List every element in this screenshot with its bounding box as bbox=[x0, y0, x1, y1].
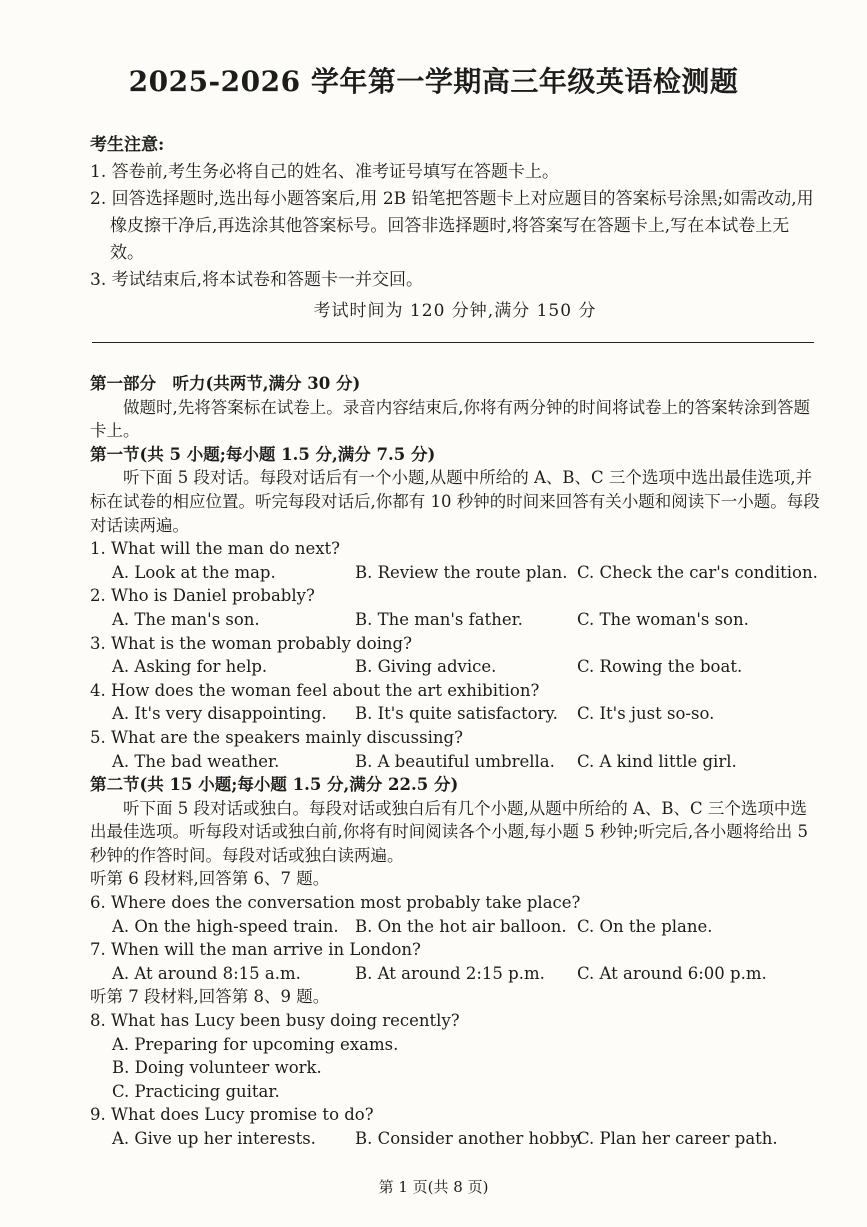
option-c: C. A kind little girl. bbox=[577, 751, 737, 771]
notice-item: 3. 考试结束后,将本试卷和答题卡一并交回。 bbox=[90, 270, 424, 290]
notice-item: 1. 答卷前,考生务必将自己的姓名、准考证号填写在答题卡上。 bbox=[90, 162, 560, 182]
listening-section bbox=[90, 372, 820, 1151]
option-a: A. The man's son. bbox=[112, 609, 260, 629]
exam-notice bbox=[90, 132, 820, 325]
question-1-options bbox=[90, 561, 820, 585]
question-6: 6. Where does the conversation most probably take place? bbox=[90, 893, 581, 913]
question-8: 8. What has Lucy been busy doing recently? bbox=[90, 1011, 460, 1031]
question-7: 7. When will the man arrive in London? bbox=[90, 940, 421, 960]
divider-line bbox=[92, 342, 814, 343]
question-6-options bbox=[90, 915, 820, 939]
option-c: C. Rowing the boat. bbox=[577, 657, 743, 677]
question-2-options bbox=[90, 608, 820, 632]
option-c: C. Check the car's condition. bbox=[577, 562, 818, 582]
option-b: B. Doing volunteer work. bbox=[112, 1058, 322, 1078]
question-3-options bbox=[90, 655, 820, 679]
section2-title: 第二节(共 15 小题;每小题 1.5 分,满分 22.5 分) bbox=[90, 775, 459, 795]
question-1: 1. What will the man do next? bbox=[90, 539, 341, 559]
question-7-options bbox=[90, 962, 820, 986]
exam-time: 考试时间为 120 分钟,满分 150 分 bbox=[313, 301, 597, 321]
option-a: A. At around 8:15 a.m. bbox=[112, 963, 301, 983]
page-title: 2025-2026 学年第一学期高三年级英语检测题 bbox=[128, 65, 739, 98]
option-a: A. The bad weather. bbox=[112, 751, 280, 771]
section2-intro: 听下面 5 段对话或独白。每段对话或独白后有几个小题,从题中所给的 A、B、C 三个选项中选出最佳选项。听每段对话或独白前,你将有时间阅读各个小题,每小题 5 秒钟;听完后,各小题将给出 5 秒钟的作答时间。每段对话或独白读两遍。 bbox=[90, 798, 809, 865]
page-number: 第 1 页(共 8 页) bbox=[378, 1178, 489, 1196]
option-c: C. Practicing guitar. bbox=[112, 1081, 280, 1101]
notice-item: 2. 回答选择题时,选出每小题答案后,用 2B 铅笔把答题卡上对应题目的答案标号涂黑;如需改动,用橡皮擦干净后,再选涂其他答案标号。回答非选择题时,将答案写在答题卡上,写在本试卷上无效。 bbox=[90, 189, 814, 263]
question-5-options bbox=[90, 750, 820, 774]
option-a: A. On the high-speed train. bbox=[112, 916, 339, 936]
question-4: 4. How does the woman feel about the art exhibition? bbox=[90, 680, 540, 700]
option-a: A. It's very disappointing. bbox=[112, 704, 327, 724]
part-title: 第一部分 听力(共两节,满分 30 分) bbox=[90, 374, 361, 393]
option-c: C. The woman's son. bbox=[577, 609, 749, 629]
option-a: A. Preparing for upcoming exams. bbox=[112, 1034, 399, 1054]
option-b: B. Review the route plan. bbox=[355, 562, 568, 582]
option-b: B. Consider another hobby. bbox=[355, 1129, 583, 1148]
option-c: C. Plan her career path. bbox=[577, 1129, 778, 1148]
material-7-instruction: 听第 7 段材料,回答第 8、9 题。 bbox=[90, 987, 330, 1007]
option-a: A. Look at the map. bbox=[112, 562, 276, 582]
question-4-options bbox=[90, 702, 820, 726]
question-9: 9. What does Lucy promise to do? bbox=[90, 1105, 374, 1125]
part-intro: 做题时,先将答案标在试卷上。录音内容结束后,你将有两分钟的时间将试卷上的答案转涂到答题卡上。 bbox=[90, 397, 810, 441]
question-5: 5. What are the speakers mainly discussing? bbox=[90, 727, 463, 747]
section1-intro: 听下面 5 段对话。每段对话后有一个小题,从题中所给的 A、B、C 三个选项中选出最佳选项,并标在试卷的相应位置。听完每段对话后,你都有 10 秒钟的时间来回答有关小题和阅读下一小题。每段对话读两遍。 bbox=[90, 468, 820, 535]
option-c: C. It's just so-so. bbox=[577, 704, 715, 724]
material-6-instruction: 听第 6 段材料,回答第 6、7 题。 bbox=[90, 869, 330, 889]
option-c: C. On the plane. bbox=[577, 916, 713, 936]
option-b: B. A beautiful umbrella. bbox=[355, 751, 555, 771]
notice-heading: 考生注意: bbox=[90, 135, 165, 155]
question-2: 2. Who is Daniel probably? bbox=[90, 586, 315, 606]
option-c: C. At around 6:00 p.m. bbox=[577, 963, 767, 983]
option-b: B. It's quite satisfactory. bbox=[355, 704, 558, 724]
option-b: B. On the hot air balloon. bbox=[355, 916, 567, 936]
option-b: B. Giving advice. bbox=[355, 657, 497, 677]
option-b: B. The man's father. bbox=[355, 609, 523, 629]
option-a: A. Asking for help. bbox=[112, 657, 268, 677]
question-9-options bbox=[90, 1127, 820, 1151]
option-a: A. Give up her interests. bbox=[112, 1129, 316, 1148]
section1-title: 第一节(共 5 小题;每小题 1.5 分,满分 7.5 分) bbox=[90, 444, 436, 464]
question-3: 3. What is the woman probably doing? bbox=[90, 633, 412, 653]
option-b: B. At around 2:15 p.m. bbox=[355, 963, 545, 983]
